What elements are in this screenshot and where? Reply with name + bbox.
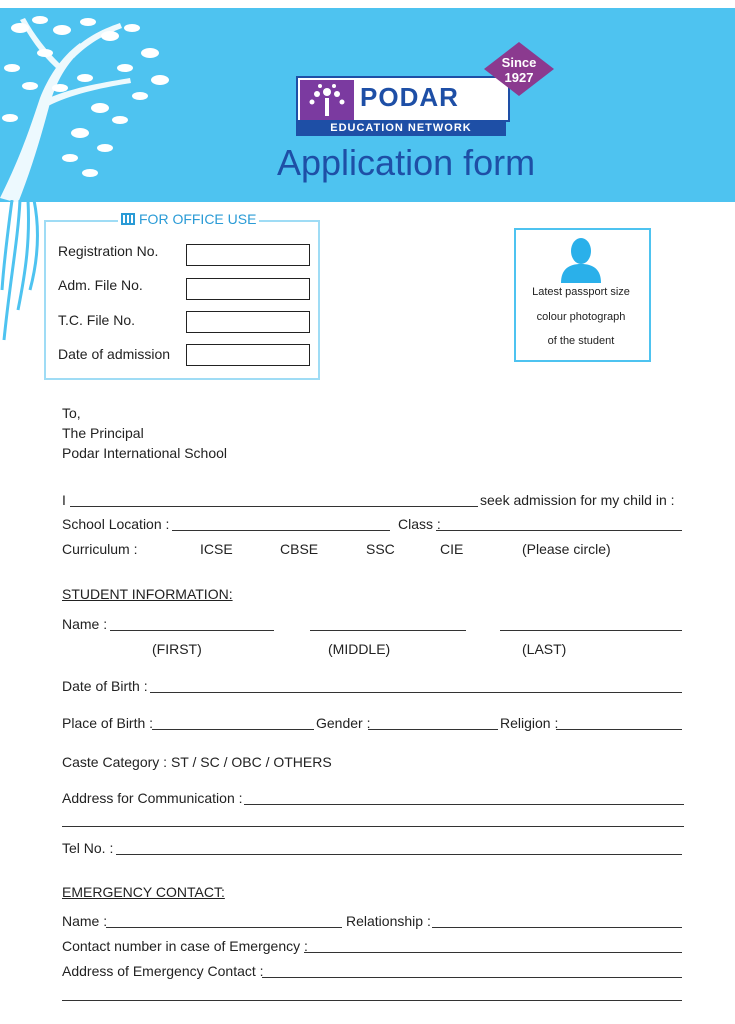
tc-file-label: T.C. File No.: [58, 312, 136, 328]
registration-field[interactable]: [186, 244, 310, 266]
school-line: Podar International School: [62, 445, 227, 461]
curriculum-ssc[interactable]: SSC: [366, 541, 395, 557]
curriculum-label: Curriculum :: [62, 541, 138, 557]
middle-label: (MIDDLE): [328, 641, 391, 657]
parent-name-line[interactable]: [70, 506, 478, 507]
to-line: To,: [62, 405, 81, 421]
gender-label: Gender :: [316, 715, 371, 731]
emergency-name-label: Name :: [62, 913, 108, 929]
admission-date-label: Date of admission: [58, 346, 171, 362]
dob-line[interactable]: [150, 692, 682, 693]
podar-logo: [296, 76, 508, 138]
middle-name-line[interactable]: [310, 630, 466, 631]
tel-line[interactable]: [116, 854, 682, 855]
tree-decoration: [0, 8, 190, 208]
since-text: [484, 55, 554, 85]
school-location-line[interactable]: [172, 530, 390, 531]
pob-line[interactable]: [152, 729, 314, 730]
religion-line[interactable]: [556, 729, 682, 730]
photo-caption-2: colour photograph: [536, 311, 626, 323]
page-title: Application form: [277, 142, 536, 183]
please-circle-note: (Please circle): [522, 541, 611, 557]
emergency-address-label: Address of Emergency Contact :: [62, 963, 264, 979]
network-name: EDUCATION NETWORK: [296, 120, 506, 136]
tc-file-field[interactable]: [186, 311, 310, 333]
since-year: 1927: [504, 70, 534, 85]
gender-line[interactable]: [368, 729, 498, 730]
comm-address-label: Address for Communication :: [62, 790, 243, 806]
school-location-label: School Location :: [62, 516, 170, 532]
seek-admission-text: seek admission for my child in :: [480, 492, 675, 508]
emergency-contact-line[interactable]: [304, 952, 682, 953]
principal-line: The Principal: [62, 425, 144, 441]
comm-address-line-1[interactable]: [244, 804, 684, 805]
adm-file-field[interactable]: [186, 278, 310, 300]
student-info-heading: STUDENT INFORMATION:: [62, 586, 233, 602]
i-label: I: [62, 492, 66, 508]
photo-caption-3: of the student: [547, 335, 615, 347]
first-name-line[interactable]: [110, 630, 274, 631]
person-icon: [559, 237, 603, 283]
tree-logo-icon: [300, 80, 354, 120]
brand-name: PODAR: [360, 82, 459, 112]
files-icon: [121, 213, 135, 225]
registration-label: Registration No.: [58, 243, 159, 259]
class-label: Class :: [398, 516, 441, 532]
dob-label: Date of Birth :: [62, 678, 148, 694]
relationship-line[interactable]: [432, 927, 682, 928]
adm-file-label: Adm. File No.: [58, 277, 143, 293]
religion-label: Religion :: [500, 715, 559, 731]
emergency-contact-label: Contact number in case of Emergency :: [62, 938, 308, 954]
emergency-name-line[interactable]: [106, 927, 342, 928]
photo-caption-1: Latest passport size: [532, 286, 630, 298]
office-use-title: FOR OFFICE USE: [139, 211, 257, 227]
curriculum-cie[interactable]: CIE: [440, 541, 464, 557]
admission-date-field[interactable]: [186, 344, 310, 366]
emergency-address-line-2[interactable]: [62, 1000, 682, 1001]
since-label: Since: [501, 55, 537, 70]
first-label: (FIRST): [152, 641, 202, 657]
curriculum-icse[interactable]: ICSE: [200, 541, 233, 557]
caste-category[interactable]: Caste Category : ST / SC / OBC / OTHERS: [62, 754, 332, 770]
last-label: (LAST): [522, 641, 567, 657]
class-line[interactable]: [436, 530, 682, 531]
roots-decoration: [0, 200, 50, 350]
last-name-line[interactable]: [500, 630, 682, 631]
comm-address-line-2[interactable]: [62, 826, 684, 827]
student-name-label: Name :: [62, 616, 108, 632]
tel-label: Tel No. :: [62, 840, 114, 856]
relationship-label: Relationship :: [346, 913, 431, 929]
office-use-legend: [118, 211, 259, 227]
curriculum-cbse[interactable]: CBSE: [280, 541, 319, 557]
pob-label: Place of Birth :: [62, 715, 154, 731]
emergency-address-line-1[interactable]: [262, 977, 682, 978]
emergency-heading: EMERGENCY CONTACT:: [62, 884, 225, 900]
